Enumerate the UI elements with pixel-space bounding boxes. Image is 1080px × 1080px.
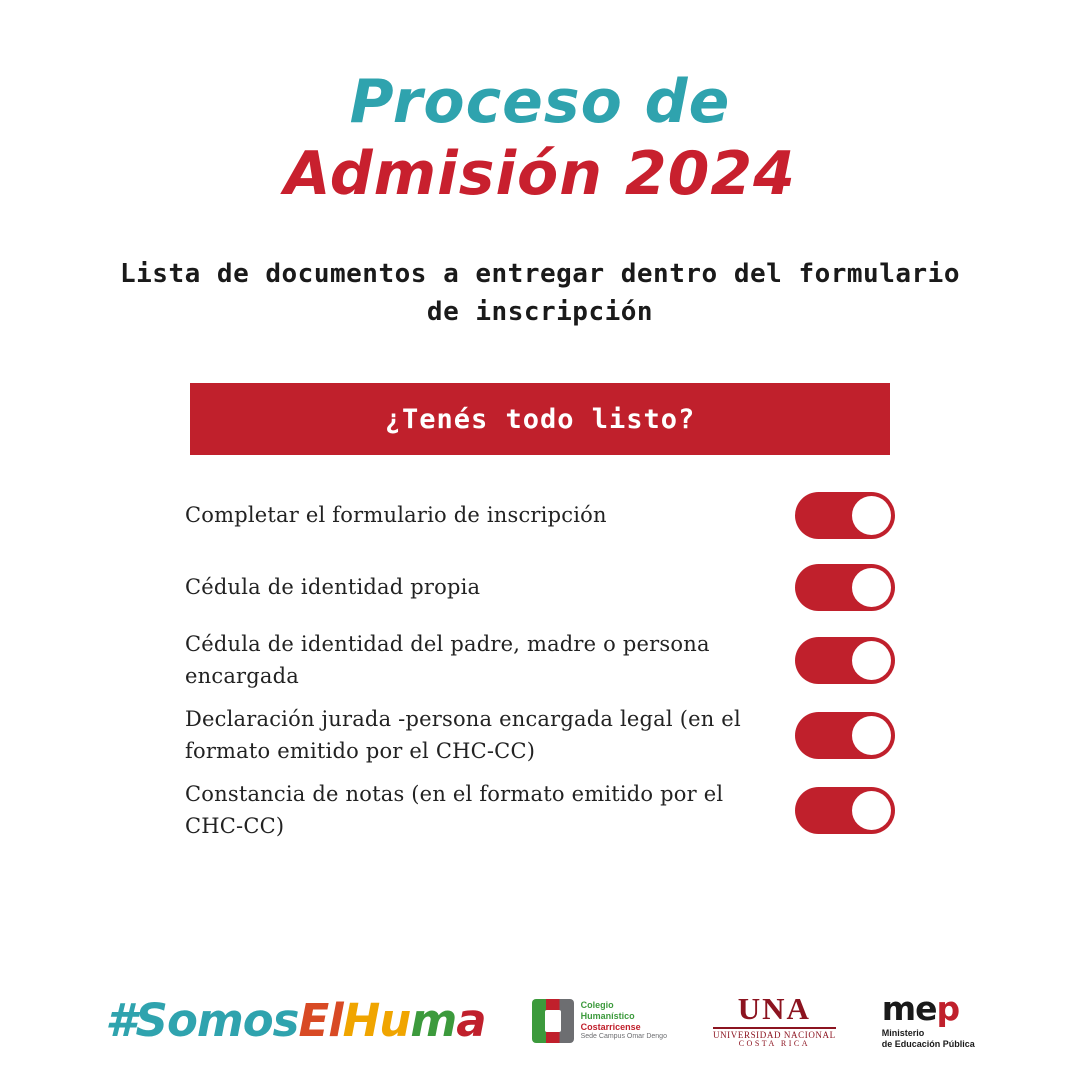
checklist-item-label: Constancia de notas (en el formato emitido por el CHC-CC) [185, 782, 724, 838]
una-logo [713, 993, 836, 1048]
banner [190, 383, 890, 455]
mep-letter-p: p [936, 988, 960, 1028]
toggle-switch-4[interactable] [795, 712, 895, 759]
chc-logo-line-2: Humanístico [580, 1011, 635, 1022]
chc-logo-line-4: Sede Campus Omar Dengo [580, 1032, 667, 1040]
mep-subtitle-line-1: Ministerio [881, 1027, 925, 1038]
chc-logo [532, 999, 667, 1043]
list-item [185, 704, 895, 767]
checklist-item-label: Completar el formulario de inscripción [185, 502, 607, 527]
page-title [284, 67, 796, 209]
una-line-2: COSTA RICA [738, 1039, 810, 1049]
una-line-1: UNIVERSIDAD NACIONAL [712, 1029, 836, 1040]
chc-emblem-icon [532, 999, 574, 1043]
footer [0, 988, 1080, 1051]
mep-letter-m: m [881, 988, 916, 1028]
hashtag-part-1: #Somos [105, 994, 299, 1048]
checklist-item-label: Declaración jurada -persona encargada legal (en el formato emitido por el CHC-CC) [185, 707, 741, 763]
toggle-knob-icon [852, 716, 891, 755]
mep-subtitle-line-2: de Educación Pública [881, 1038, 975, 1049]
checklist-item-label: Cédula de identidad del padre, madre o persona encargada [185, 632, 710, 688]
hashtag-part-5: a [456, 994, 486, 1048]
hashtag-part-3: Hu [342, 994, 411, 1048]
hashtag-part-4: m [410, 994, 457, 1048]
toggle-switch-2[interactable] [795, 564, 895, 611]
mep-wordmark [881, 988, 960, 1028]
hashtag-somoselhuma [105, 994, 485, 1047]
toggle-knob-icon [852, 568, 891, 607]
list-item [185, 629, 895, 692]
toggle-switch-5[interactable] [795, 787, 895, 834]
toggle-switch-1[interactable] [795, 492, 895, 539]
toggle-knob-icon [852, 496, 891, 535]
banner-text: ¿Tenés todo listo? [384, 403, 696, 435]
hashtag-part-2: El [298, 994, 343, 1048]
toggle-knob-icon [852, 641, 891, 680]
toggle-switch-3[interactable] [795, 637, 895, 684]
mep-letter-e: e [915, 988, 937, 1028]
chc-emblem-inner-icon [545, 1010, 561, 1032]
chc-logo-line-3: Costarricense [580, 1021, 641, 1032]
toggle-knob-icon [852, 791, 891, 830]
chc-logo-line-1: Colegio [580, 1000, 614, 1011]
checklist-item-label: Cédula de identidad propia [185, 574, 481, 599]
mep-logo [881, 988, 975, 1051]
list-item [185, 557, 895, 617]
chc-logo-text [581, 1000, 667, 1041]
mep-subtitle [882, 1028, 975, 1051]
list-item [185, 485, 895, 545]
title-line-2: Admisión 2024 [284, 139, 796, 209]
title-line-1: Proceso de [349, 67, 731, 137]
list-item [185, 779, 895, 842]
subtitle: Lista de documentos a entregar dentro del formulario de inscripción [120, 259, 960, 327]
una-acronym: UNA [713, 993, 836, 1029]
checklist [185, 485, 895, 854]
